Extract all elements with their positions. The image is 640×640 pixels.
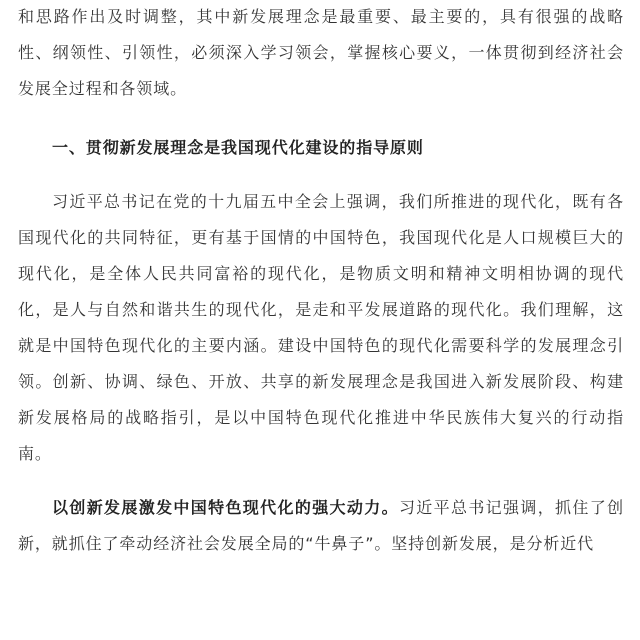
paragraph-modernization: 习近平总书记在党的十九届五中全会上强调，我们所推进的现代化，既有各国现代化的共同特征，更有基于国情的中国特色，我国现代化是人口规模巨大的现代化，是全体人民共同富裕的现代化，是物质文明和精神文明相协调的现代化，是人与自然和谐共生的现代化，是走和平发展道路的现代化。我们理解，这就是中国特色现代化的主要内涵。建设中国特色的现代化需要科学的发展理念引领。创新、协调、绿色、开放、共享的新发展理念是我国进入新发展阶段、构建新发展格局的战略指引，是以中国特色现代化推进中华民族伟大复兴的行动指南。 bbox=[18, 192, 624, 463]
paragraph-continued: 和思路作出及时调整，其中新发展理念是最重要、最主要的，具有很强的战略性、纲领性、引领性，必须深入学习领会，掌握核心要义，一体贯彻到经济社会发展全过程和各领域。 bbox=[18, 7, 624, 98]
paragraph-lead-bold: 以创新发展激发中国特色现代化的强大动力。 bbox=[52, 498, 399, 517]
article-body bbox=[18, 0, 624, 562]
paragraph-innovation bbox=[18, 490, 624, 562]
section-heading: 一、贯彻新发展理念是我国现代化建设的指导原则 bbox=[52, 138, 424, 157]
paragraph-innovation-body: 习近平总书记强调，抓住了创新，就抓住了牵动经济社会发展全局的“牛鼻子”。坚持创新发展，是分析近代 bbox=[18, 498, 624, 553]
